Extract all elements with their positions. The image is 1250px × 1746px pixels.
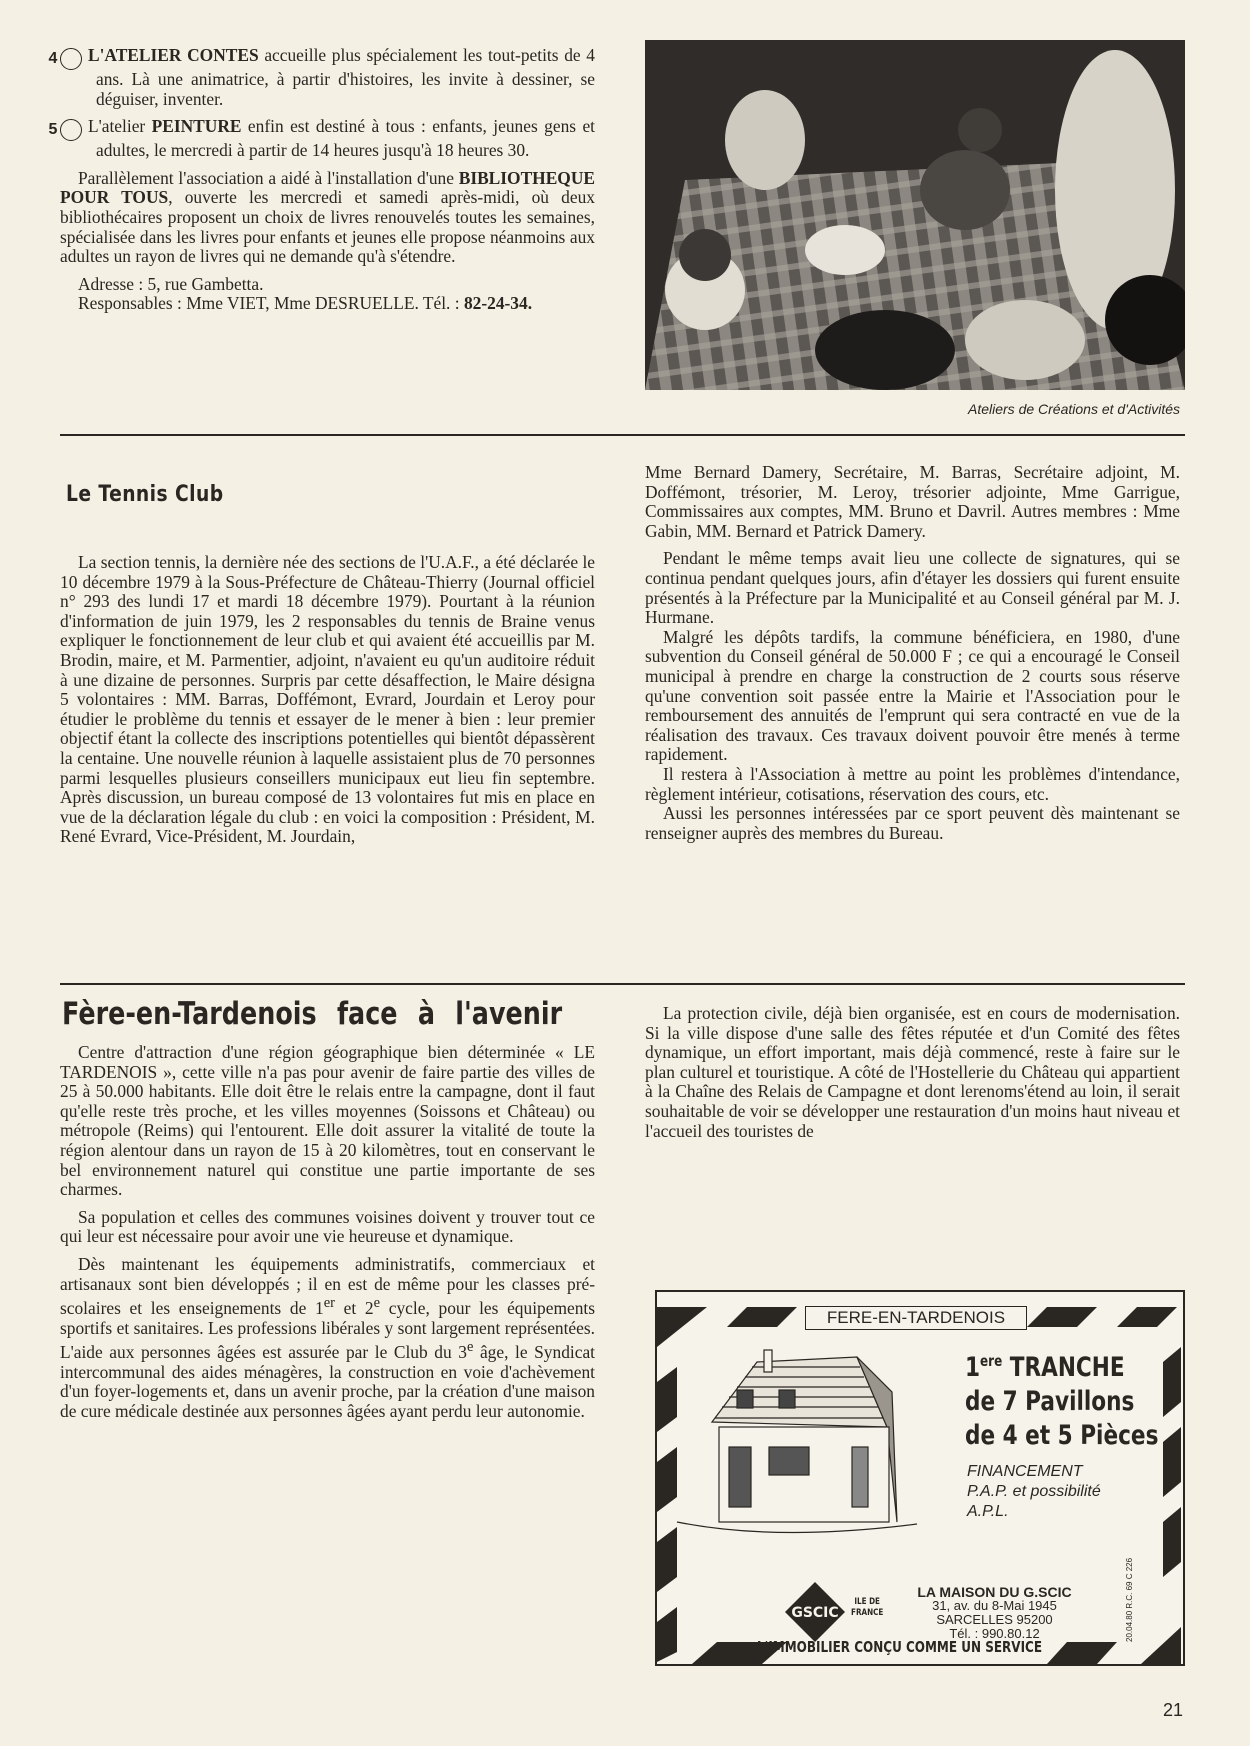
paragraph	[645, 463, 1180, 541]
text: Pendant le même temps avait lieu une collecte de signatures, qui se continua pendant quelques jours, afin d'étayer les dossiers qui furent ensuite présentés à la Préfecture par la Municipalité et au Conseil général par M. J. Hurmane.	[645, 548, 1180, 628]
text: âge, le Syndicat intercommunal des aides ménagères, la construction en voie d'achèvement d'un foyer-logements et, dans un avenir proche, par la création d'une maison de cure médicale destinée aux personnes âgées ayant perdu leur autonomie.	[60, 1341, 595, 1421]
bold-text: PEINTURE	[151, 116, 242, 137]
item-number-icon: 5	[60, 119, 82, 141]
headline-pavillons: de 7 Pavillons	[965, 1386, 1135, 1417]
company-phone: Tél. : 990.80.12	[949, 1626, 1040, 1641]
paragraph	[60, 169, 595, 267]
ad-headline	[965, 1344, 1158, 1453]
text: er	[323, 1295, 335, 1312]
paragraph	[60, 275, 595, 295]
text: cycle, pour les équipements sportifs et sanitaires. Les professions libérales y sont largement représentées. L'aide aux personnes âgées est assurée par le Club du 3	[60, 1297, 595, 1362]
text: La section tennis, la dernière née des sections de l'U.A.F., a été déclarée le 10 décembre 1979 à la Sous-Préfecture de Château-Thierry (Journal officiel n° 293 des lundi 17 et mardi 18 décembre 1979). Pourtant à la réunion d'information de juin 1979, les 2 responsables du tennis de Braine venus expliquer le fonctionnement de leur club et qui avaient été accueillis par M. Brodin, maire, et M. Parmentier, adjoint, n'avaient eu qu'un auditoire réduit à une dizaine de personnes. Surpris par cette désaffection, le Maire désigna 5 volontaires : MM. Barras, Doffémont, Evrard, Jourdain et Leroy pour étudier le problème du tennis et essayer de le mener à bien : leur premier objectif étant la collecte des inscriptions potentielles qui bientôt dépassèrent la centaine. Une nouvelle réunion à laquelle assistaient plus de 70 personnes parmi lesquelles plusieurs conseillers municipaux eut lieu fin septembre. Après discussion, un bureau composé de 13 volontaires fut mis en place en vue de la déclaration légale du club : en voici la composition : Président, M. René Evrard, Vice-Président, M. Jourdain,	[60, 552, 595, 847]
item-number-icon: 4	[60, 48, 82, 70]
text: Adresse : 5, rue Gambetta.	[78, 273, 264, 294]
headline-tranche: TRANCHE	[1002, 1352, 1125, 1383]
fere-heading: Fère-en-Tardenois face à l'avenir	[62, 996, 563, 1032]
paragraph	[645, 1004, 1180, 1141]
real-estate-advertisement	[655, 1290, 1185, 1666]
text: Il restera à l'Association à mettre au point les problèmes d'intendance, règlement intérieur, cotisations, réservation des cours, etc.	[645, 763, 1180, 804]
section-divider	[60, 983, 1185, 985]
text: L'atelier	[88, 116, 152, 137]
text: La protection civile, déjà bien organisée, est en cours de modernisation. Si la ville dispose d'une salle des fêtes réputée et d'un Comité des fêtes dynamique, un effort important, mais déjà commencé, reste à faire sur le plan culturel et touristique. A côté de l'Hostellerie du Château qui appartient à la Chaîne des Relais de Campagne et dont lerenoms'étend au loin, il serait souhaitable de voir se développer une restauration d'un moins haut niveau et l'accueil des touristes de	[645, 1003, 1180, 1141]
bold-text: 82-24-34.	[463, 293, 533, 314]
paragraph	[60, 1208, 595, 1247]
text: Malgré les dépôts tardifs, la commune bénéficiera, en 1980, d'une subvention du Conseil général de 50.000 F ; ce qui a encouragé le Conseil municipal à prendre en charge la construction de 2 courts sous réserve qu'une convention soit passée entre la Mairie et l'Association pour le remboursement des annuités de l'emprunt qui sera contracté en vue de la réalisation des travaux. Ces travaux doivent pouvoir être menés à terme rapidement.	[645, 626, 1180, 765]
region-line-1: ILE DE	[854, 1597, 880, 1607]
company-address: 31, av. du 8-Mai 1945	[932, 1598, 1057, 1613]
text: enfin est destiné à tous : enfants, jeunes gens et adultes, le mercredi à partir de 14 heures jusqu'à 18 heures 30.	[96, 116, 596, 161]
paragraph	[645, 628, 1180, 765]
text: Centre d'attraction d'une région géographique bien déterminée « LE TARDENOIS », cette ville n'a pas pour avenir de faire partie des villes de 25 à 50.000 habitants. Elle doit être le relais entre la campagne, dont il faut qu'elle reste très proche, et les villes moyennes (Soissons et Château) ou métropole (Reims) qui l'entourent. Elle doit assurer la vitalité de toute la région alentour dans un rayon de 15 à 20 kilomètres, tout en conservant le bel environnement naturel qui constitue une partie importante de ses charmes.	[60, 1042, 595, 1200]
text: et 2	[334, 1297, 374, 1318]
fere-left-column	[60, 1043, 595, 1429]
ad-contact	[887, 1585, 1102, 1641]
text: Dès maintenant les équipements administratifs, commerciaux et artisanaux sont bien développés ; il en est de même pour les classes pré-scolaires et les enseignements de 1	[60, 1253, 595, 1318]
tennis-heading: Le Tennis Club	[66, 482, 224, 507]
tennis-right-column	[645, 463, 1180, 843]
photo-caption: Ateliers de Créations et d'Activités	[968, 401, 1180, 417]
paragraph	[48, 45, 595, 109]
ad-slogan: L'IMMOBILIER CONÇU COMME UN SERVICE	[757, 1638, 1043, 1656]
paragraph	[60, 553, 595, 847]
text: accueille plus spécialement les tout-petits de 4 ans. Là une animatrice, à partir d'histoires, les invite à dessiner, se déguiser, inventer.	[96, 45, 595, 109]
bold-text: BIBLIOTHEQUE POUR TOUS	[60, 167, 595, 208]
workshop-photo	[645, 40, 1185, 390]
text: Parallèlement l'association a aidé à l'installation d'une	[78, 167, 459, 188]
region-line-2: FRANCE	[851, 1608, 884, 1618]
ad-banner-location: FERE-EN-TARDENOIS	[805, 1306, 1027, 1330]
text: e	[466, 1339, 474, 1356]
logo-text: GSCIC	[791, 1605, 839, 1621]
financing-line-3: A.P.L.	[967, 1503, 1009, 1520]
tennis-left-column	[60, 553, 595, 855]
page-number: 21	[1163, 1700, 1184, 1720]
text: , ouverte les mercredi et samedi après-midi, où deux bibliothécaires proposent un choix de livres renouvelés toutes les semaines, spécialisée dans les livres pour enfants et jeunes elle propose néanmoins aux adultes un rayon de livres qui ne demande qu'à s'étendre.	[60, 187, 595, 267]
section-divider	[60, 434, 1185, 436]
paragraph	[645, 765, 1180, 804]
ad-financing	[967, 1462, 1101, 1522]
gscic-logo	[785, 1582, 845, 1642]
text: Mme Bernard Damery, Secrétaire, M. Barras, Secrétaire adjoint, M. Doffémont, trésorier, M. Leroy, trésorier adjointe, Mme Garrigue, Commissaires aux comptes, MM. Bruno et Davril. Autres membres : Mme Gabin, MM. Bernard et Patrick Damery.	[645, 462, 1180, 541]
paragraph	[60, 1043, 595, 1200]
ad-region	[851, 1597, 883, 1619]
financing-line-2: P.A.P. et possibilité	[967, 1483, 1101, 1500]
paragraph	[48, 116, 596, 161]
text: Responsables : Mme VIET, Mme DESRUELLE. Tél. :	[78, 293, 464, 314]
fere-right-column	[645, 1004, 1180, 1149]
paragraph	[645, 804, 1180, 843]
headline-pieces: de 4 et 5 Pièces	[965, 1420, 1159, 1451]
paragraph	[645, 549, 1180, 627]
bold-text: L'ATELIER CONTES	[88, 45, 259, 65]
paragraph	[60, 1255, 595, 1421]
top-text-column	[48, 45, 596, 322]
text: Aussi les personnes intéressées par ce sport peuvent dès maintenant se renseigner auprès des membres du Bureau.	[645, 803, 1180, 843]
company-city: SARCELLES 95200	[936, 1612, 1053, 1627]
financing-label: FINANCEMENT	[967, 1463, 1083, 1480]
headline-number: 1	[965, 1352, 981, 1383]
text: e	[373, 1295, 381, 1312]
text: Sa population et celles des communes voisines doivent y trouver tout ce qui leur est nécessaire pour avoir une vie heureuse et dynamique.	[60, 1206, 595, 1247]
ad-reference: 20.04.80 R.C. 69 C 226	[1125, 1557, 1134, 1642]
headline-ordinal: ere	[980, 1352, 1003, 1370]
company-name: LA MAISON DU G.SCIC	[917, 1584, 1072, 1600]
paragraph	[60, 294, 595, 314]
